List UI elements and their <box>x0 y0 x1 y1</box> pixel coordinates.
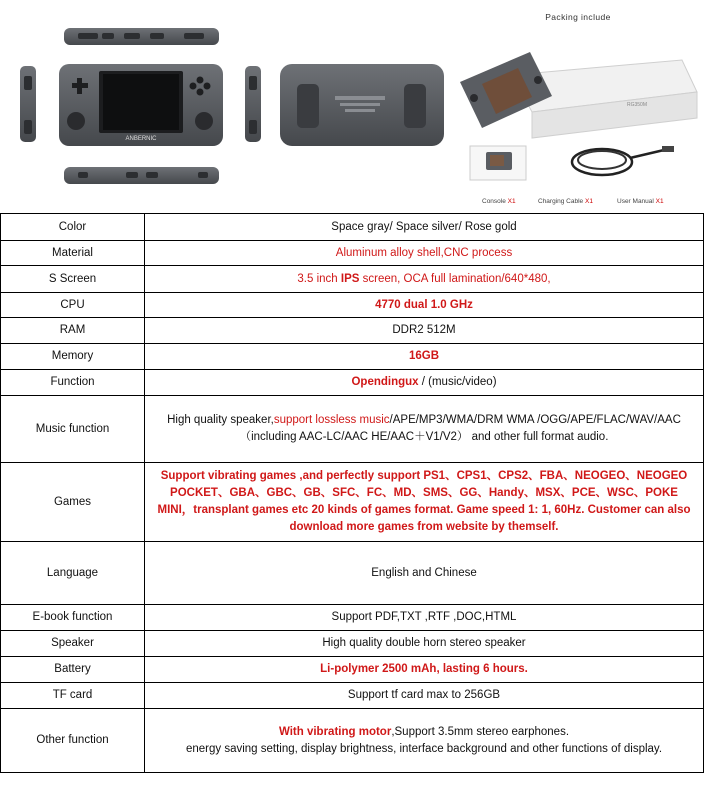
box-label: RG350M <box>627 102 648 108</box>
charging-cable-photo <box>572 146 674 175</box>
spec-label: Battery <box>1 657 145 683</box>
spec-value: Li-polymer 2500 mAh, lasting 6 hours. <box>145 657 704 683</box>
spec-value-highlight: support lossless music <box>273 414 390 426</box>
spec-value: Support PDF,TXT ,RTF ,DOC,HTML <box>145 605 704 631</box>
spec-value-part: screen, OCA full lamination/640*480, <box>359 272 551 285</box>
spec-value <box>145 709 704 773</box>
spec-value-highlight: With vibrating motor <box>278 725 392 738</box>
spec-label: S Screen <box>1 266 145 293</box>
spec-label: Speaker <box>1 631 145 657</box>
spec-value-part: 3.5 inch <box>297 272 341 285</box>
product-photos <box>0 0 704 213</box>
device-bottom-edge <box>64 167 219 184</box>
spec-label: Language <box>1 542 145 605</box>
spec-value <box>145 370 704 396</box>
spec-value: English and Chinese <box>145 542 704 605</box>
pack-item-manual <box>617 198 664 205</box>
spec-label: Color <box>1 214 145 241</box>
spec-label: Memory <box>1 344 145 370</box>
spec-row-material <box>1 241 704 266</box>
spec-label: Other function <box>1 709 145 773</box>
spec-value <box>145 396 704 463</box>
pack-item-name: Console <box>482 198 506 205</box>
spec-row-screen <box>1 266 704 293</box>
spec-row-color <box>1 214 704 241</box>
pack-item-qty: X1 <box>507 198 516 205</box>
spec-value-part: （including AAC-LC/AAC HE/AAC＋V1/V2） and other full format audio. <box>239 431 609 443</box>
spec-value: Support vibrating games ,and perfectly support PS1、CPS1、CPS2、FBA、NEOGEO、NEOGEO POCKET、GBA、GBC、GB、SFC、FC、MD、SMS、GG、Handy、MSX、PCE、WSC、POKE MINI，transplant games etc 20 kinds of games format. Game speed 1: 1, 60Hz. Customer can also download more games from website by themself. <box>145 463 704 542</box>
device-back-view <box>280 64 444 146</box>
spec-row-ebook <box>1 605 704 631</box>
spec-value-part: ,Support 3.5mm stereo earphones. <box>391 725 570 738</box>
spec-label: Games <box>1 463 145 542</box>
spec-label: TF card <box>1 683 145 709</box>
spec-value-part: energy saving setting, display brightness, interface background and other functions of display. <box>185 742 663 755</box>
spec-row-battery <box>1 657 704 683</box>
spec-row-ram <box>1 318 704 344</box>
spec-label: Music function <box>1 396 145 463</box>
spec-value-part: High quality speaker, <box>167 414 274 426</box>
pack-item-cable <box>538 198 593 205</box>
spec-row-tf-card <box>1 683 704 709</box>
spec-row-function <box>1 370 704 396</box>
pack-item-name: User Manual <box>617 198 654 205</box>
pack-item-name: Charging Cable <box>538 198 584 205</box>
spec-label: CPU <box>1 293 145 318</box>
brand-logo-text: ANBERNIC <box>125 136 157 142</box>
spec-row-cpu <box>1 293 704 318</box>
manual-photo <box>470 146 526 180</box>
spec-value: Aluminum alloy shell,CNC process <box>145 241 704 266</box>
spec-value: 16GB <box>145 344 704 370</box>
spec-value-os: Opendingux <box>351 376 419 388</box>
spec-table <box>0 213 704 773</box>
spec-row-language <box>1 542 704 605</box>
spec-value-ips: IPS <box>340 272 360 285</box>
pack-item-qty: X1 <box>655 198 664 205</box>
spec-label: RAM <box>1 318 145 344</box>
device-views-illustration <box>0 0 452 213</box>
spec-value <box>145 266 704 293</box>
spec-value-part: /APE/MP3/WMA/DRM WMA /OGG/APE/FLAC/WAV/AAC <box>389 414 681 426</box>
pack-item-console <box>482 198 516 205</box>
device-right-side <box>245 66 261 142</box>
spec-value-part: / (music/video) <box>418 376 497 388</box>
spec-row-speaker <box>1 631 704 657</box>
packing-photo <box>452 0 704 213</box>
spec-row-other <box>1 709 704 773</box>
spec-row-memory <box>1 344 704 370</box>
device-top-edge <box>64 28 219 45</box>
packing-title: Packing include <box>545 12 611 22</box>
device-views-photo <box>0 0 453 213</box>
packing-illustration <box>452 0 704 213</box>
device-left-side <box>20 66 36 142</box>
spec-label: E-book function <box>1 605 145 631</box>
spec-row-games <box>1 463 704 542</box>
spec-label: Function <box>1 370 145 396</box>
spec-value: DDR2 512M <box>145 318 704 344</box>
spec-value: 4770 dual 1.0 GHz <box>145 293 704 318</box>
spec-value: Support tf card max to 256GB <box>145 683 704 709</box>
spec-label: Material <box>1 241 145 266</box>
pack-item-qty: X1 <box>584 198 593 205</box>
spec-value: High quality double horn stereo speaker <box>145 631 704 657</box>
spec-value: Space gray/ Space silver/ Rose gold <box>145 214 704 241</box>
device-front-view <box>59 64 223 146</box>
spec-row-music <box>1 396 704 463</box>
